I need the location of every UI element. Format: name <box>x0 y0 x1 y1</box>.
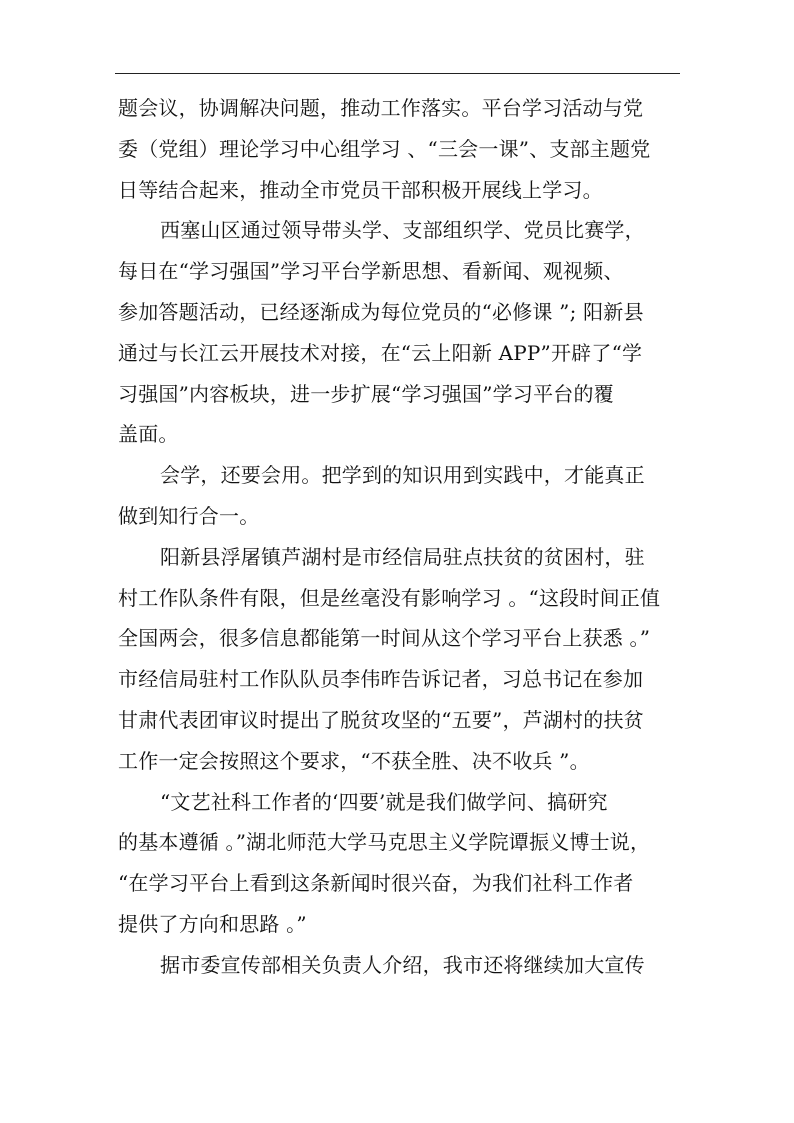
header-rule <box>115 73 680 74</box>
text-line: 据市委宣传部相关负责人介绍，我市还将继续加大宣传 <box>160 952 645 977</box>
text-line: 日等结合起来，推动全市党员干部积极开展线上学习。 <box>118 177 603 202</box>
text-line: 习强国”内容板块，进一步扩展“学习强国”学习平台的覆 <box>118 381 614 406</box>
text-line: 题会议，协调解决问题，推动工作落实。平台学习活动与党 <box>118 96 644 120</box>
text-line: 提供了方向和思路 。” <box>118 911 307 936</box>
body-text <box>118 88 678 986</box>
text-line: 参加答题活动，已经逐渐成为每位党员的“必修课 ”; 阳新县 <box>118 299 644 324</box>
text-line: 的基本遵循 。”湖北师范大学马克思主义学院谭振义博士说， <box>118 830 651 855</box>
text-line: 阳新县浮屠镇芦湖村是市经信局驻点扶贫的贫困村，驻 <box>160 544 645 569</box>
text-line: “文艺社科工作者的‘四要’就是我们做学问、搞研究 <box>160 789 608 814</box>
text-line: 委（党组）理论学习中心组学习 、“三会一课”、支部主题党 <box>118 136 651 161</box>
text-line: 每日在“学习强国”学习平台学新思想、看新闻、观视频、 <box>118 259 624 284</box>
text-line: 工作一定会按照这个要求，“不获全胜、决不收兵 ”。 <box>118 748 590 773</box>
text-line: 做到知行合一。 <box>118 503 260 528</box>
text-line: 会学，还要会用。把学到的知识用到实践中，才能真正 <box>160 463 645 488</box>
text-line: 盖面。 <box>118 422 179 447</box>
text-line: “在学习平台上看到这条新闻时很兴奋，为我们社科工作者 <box>118 871 634 896</box>
text-line: 通过与长江云开展技术对接，在“云上阳新 APP”开辟了“学 <box>118 340 643 365</box>
text-line: 西塞山区通过领导带头学、支部组织学、党员比赛学， <box>160 218 645 243</box>
text-line: 市经信局驻村工作队队员李伟昨告诉记者，习总书记在参加 <box>118 667 644 692</box>
text-line: 全国两会，很多信息都能第一时间从这个学习平台上获悉 。” <box>118 626 651 651</box>
text-line: 甘肃代表团审议时提出了脱贫攻坚的“五要”，芦湖村的扶贫 <box>118 707 644 732</box>
text-line: 村工作队条件有限，但是丝毫没有影响学习 。“这段时间正值 <box>118 585 661 610</box>
